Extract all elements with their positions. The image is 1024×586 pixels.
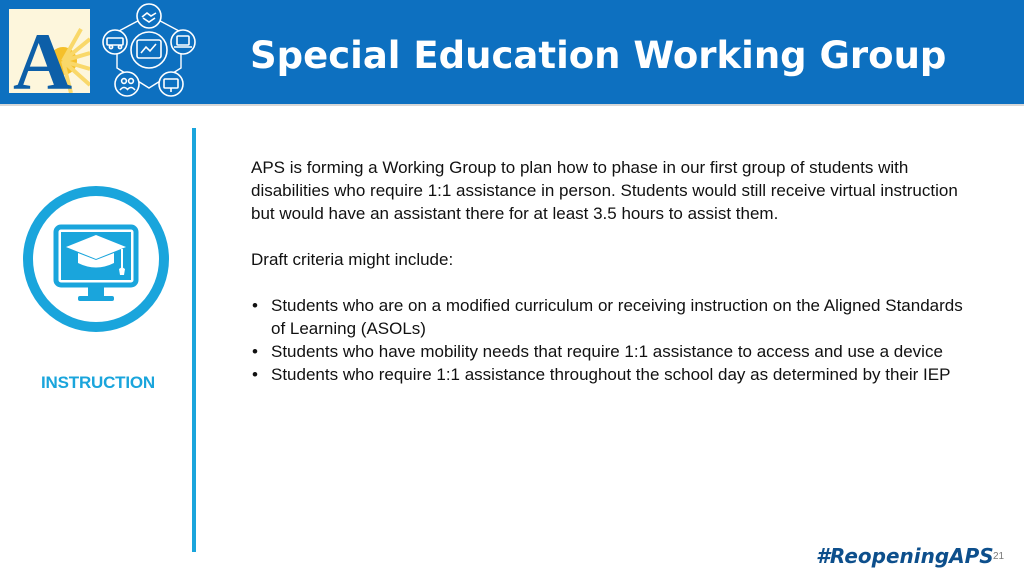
bullet-icon: •	[252, 365, 258, 384]
page-number: 21	[993, 551, 1005, 562]
community-icon	[115, 72, 139, 96]
handshake-icon	[137, 4, 161, 28]
intro-paragraph: APS is forming a Working Group to plan how to phase in our first group of students with disabilities who require 1:1 assistance in person. Students would still receive virtual instruction but would have an assistant there for at least 3.5 hours to assist them.	[251, 158, 958, 223]
list-item	[251, 363, 971, 386]
vertical-divider	[192, 128, 196, 552]
page-title: Special Education Working Group	[250, 34, 947, 77]
chart-board-icon	[137, 40, 161, 58]
criteria-heading: Draft criteria might include:	[251, 250, 454, 269]
school-bus-icon	[103, 30, 127, 54]
slide-body	[251, 156, 971, 386]
computer-lab-icon	[159, 72, 183, 96]
list-item	[251, 340, 971, 363]
criteria-text: Students who require 1:1 assistance throughout the school day as determined by their IEP	[271, 365, 951, 384]
bullet-icon: •	[252, 342, 258, 361]
aps-logo-icon	[9, 9, 90, 93]
list-item	[251, 294, 971, 340]
laptop-icon	[171, 30, 195, 54]
header-banner	[0, 0, 1024, 104]
section-label-instruction: INSTRUCTION	[41, 373, 155, 392]
aps-logo	[9, 9, 90, 93]
criteria-text: Students who are on a modified curriculum or receiving instruction on the Aligned Standards of Learning (ASOLs)	[271, 296, 963, 338]
hashtag-footer: #ReopeningAPS	[816, 544, 994, 568]
bullet-icon: •	[252, 296, 258, 315]
header-divider	[0, 104, 1024, 106]
criteria-list	[251, 294, 971, 386]
criteria-text: Students who have mobility needs that require 1:1 assistance to access and use a device	[271, 342, 943, 361]
aps-logo-letter: A	[13, 16, 73, 93]
support-services-network-icon	[97, 2, 201, 102]
graduation-monitor-icon	[22, 185, 170, 333]
